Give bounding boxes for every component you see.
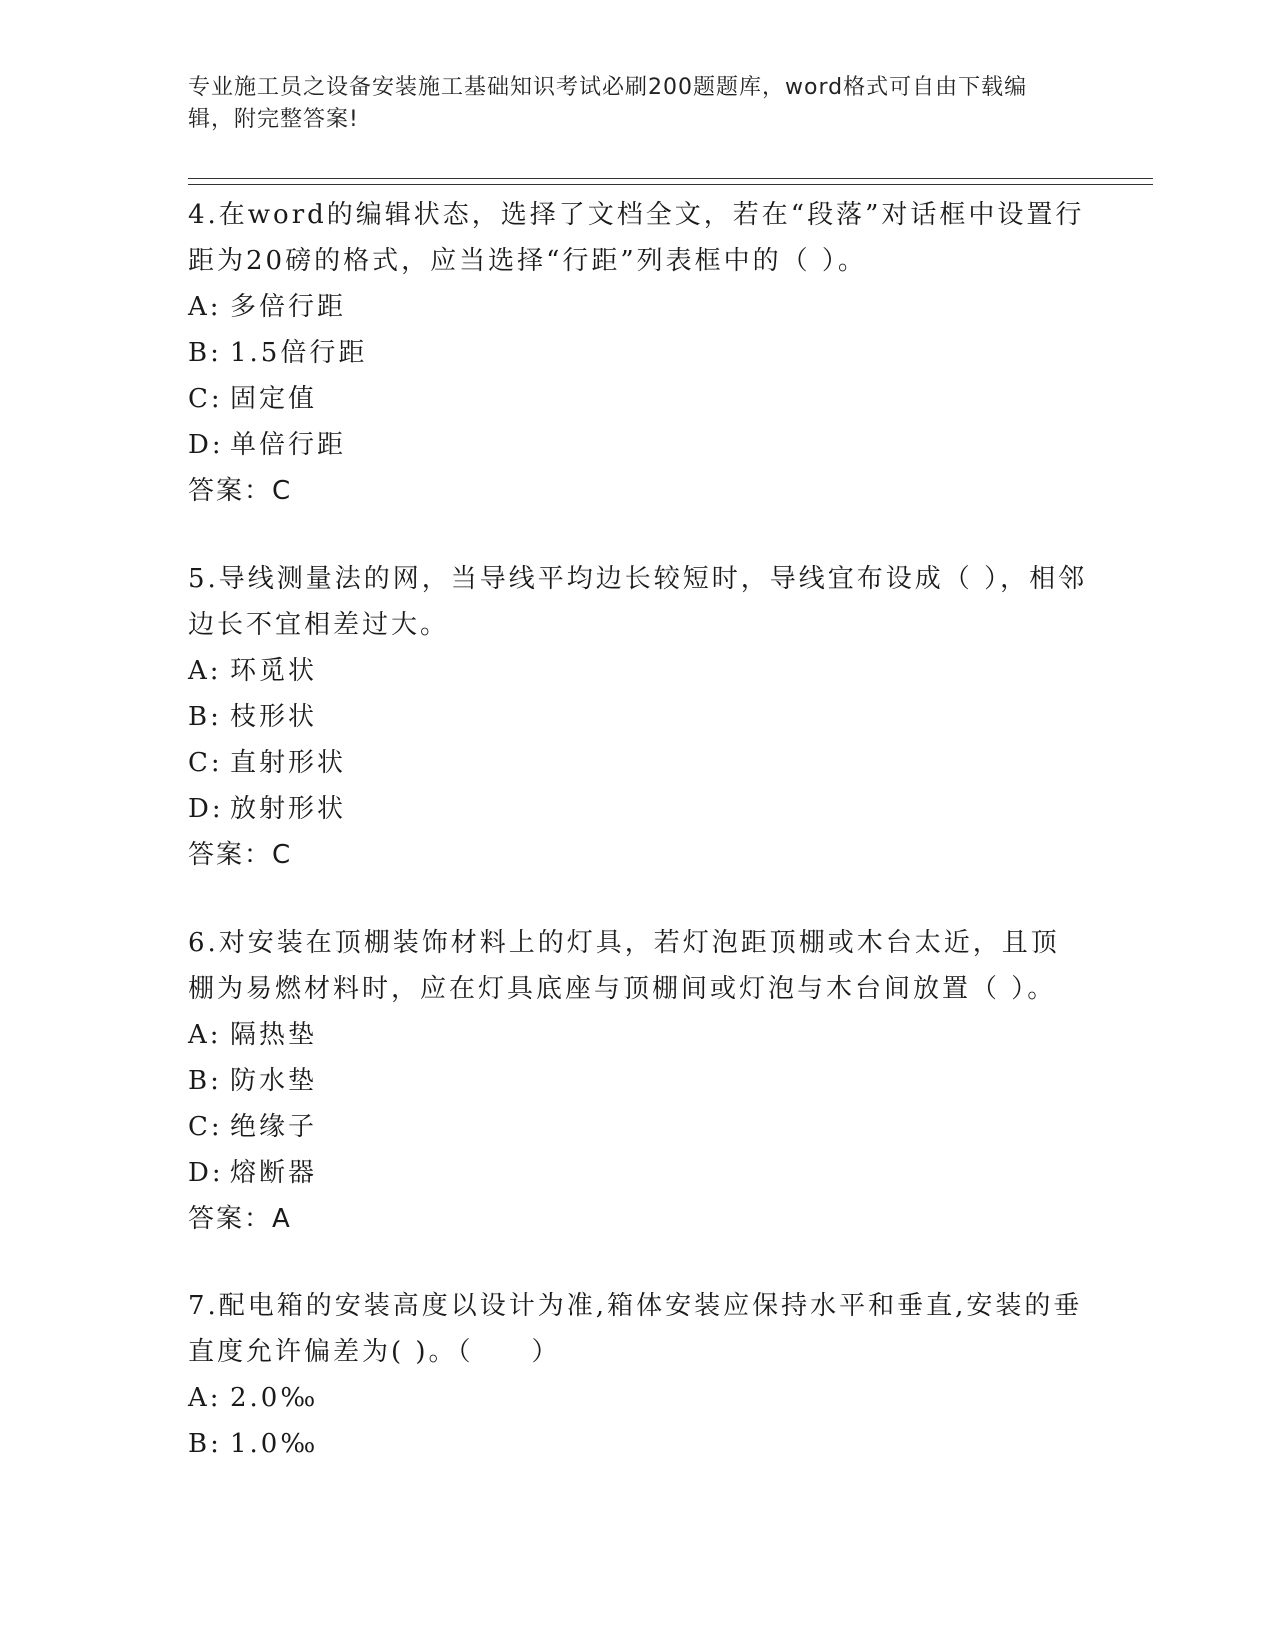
answer-line: 答案：C [188,840,293,870]
option-text: 1.5倍行距 [230,338,368,368]
option-text: 放射形状 [230,794,347,824]
option-a [188,1012,1088,1058]
option-letter: B: [188,702,222,732]
header-divider-top [188,178,1153,179]
option-letter: A: [188,1020,222,1050]
option-text: 固定值 [230,384,318,414]
option-a [188,284,1088,330]
option-letter: D: [188,430,224,460]
option-text: 1.0‰ [230,1429,319,1459]
question-stem: 5.导线测量法的网，当导线平均边长较短时，导线宜布设成（ ），相邻边长不宜相差过大。 [188,564,1088,640]
option-letter: D: [188,1158,224,1188]
option-text: 隔热垫 [230,1020,318,1050]
header-divider-bottom [188,184,1153,185]
option-d [188,786,1088,832]
answer-line: 答案：C [188,476,293,506]
question-stem: 7.配电箱的安装高度以设计为准,箱体安装应保持水平和垂直,安装的垂直度允许偏差为( )。（ ） [188,1291,1083,1367]
option-letter: A: [188,292,222,322]
option-letter: A: [188,656,222,686]
option-b [188,1058,1088,1104]
option-letter: C: [188,748,223,778]
option-text: 直射形状 [230,748,347,778]
option-text: 绝缘子 [230,1112,318,1142]
question-stem: 6.对安装在顶棚装饰材料上的灯具，若灯泡距顶棚或木台太近，且顶棚为易燃材料时，应在灯具底座与顶棚间或灯泡与木台间放置（ ）。 [188,928,1060,1004]
option-a [188,1375,1088,1421]
option-letter: B: [188,1429,222,1459]
option-letter: A: [188,1383,222,1413]
option-text: 熔断器 [230,1158,318,1188]
option-letter: B: [188,338,222,368]
option-letter: C: [188,1112,223,1142]
option-letter: C: [188,384,223,414]
option-c [188,376,1088,422]
document-header: 专业施工员之设备安装施工基础知识考试必刷200题题库，word格式可自由下载编辑，附完整答案! [188,75,1028,132]
option-letter: B: [188,1066,222,1096]
option-b [188,694,1088,740]
question-4 [188,192,1088,514]
answer-line: 答案：A [188,1204,292,1234]
option-letter: D: [188,794,224,824]
question-7 [188,1283,1088,1467]
option-text: 多倍行距 [230,292,347,322]
option-d [188,1150,1088,1196]
option-d [188,422,1088,468]
option-text: 枝形状 [230,702,318,732]
question-5 [188,556,1088,878]
option-b [188,1421,1088,1467]
question-stem: 4.在word的编辑状态，选择了文档全文，若在“段落”对话框中设置行距为20磅的格式，应当选择“行距”列表框中的（ ）。 [188,200,1085,276]
option-text: 防水垫 [230,1066,318,1096]
question-6 [188,920,1088,1242]
option-b [188,330,1088,376]
option-text: 2.0‰ [230,1383,319,1413]
option-text: 单倍行距 [230,430,347,460]
option-text: 环觅状 [230,656,318,686]
option-c [188,740,1088,786]
option-c [188,1104,1088,1150]
option-a [188,648,1088,694]
